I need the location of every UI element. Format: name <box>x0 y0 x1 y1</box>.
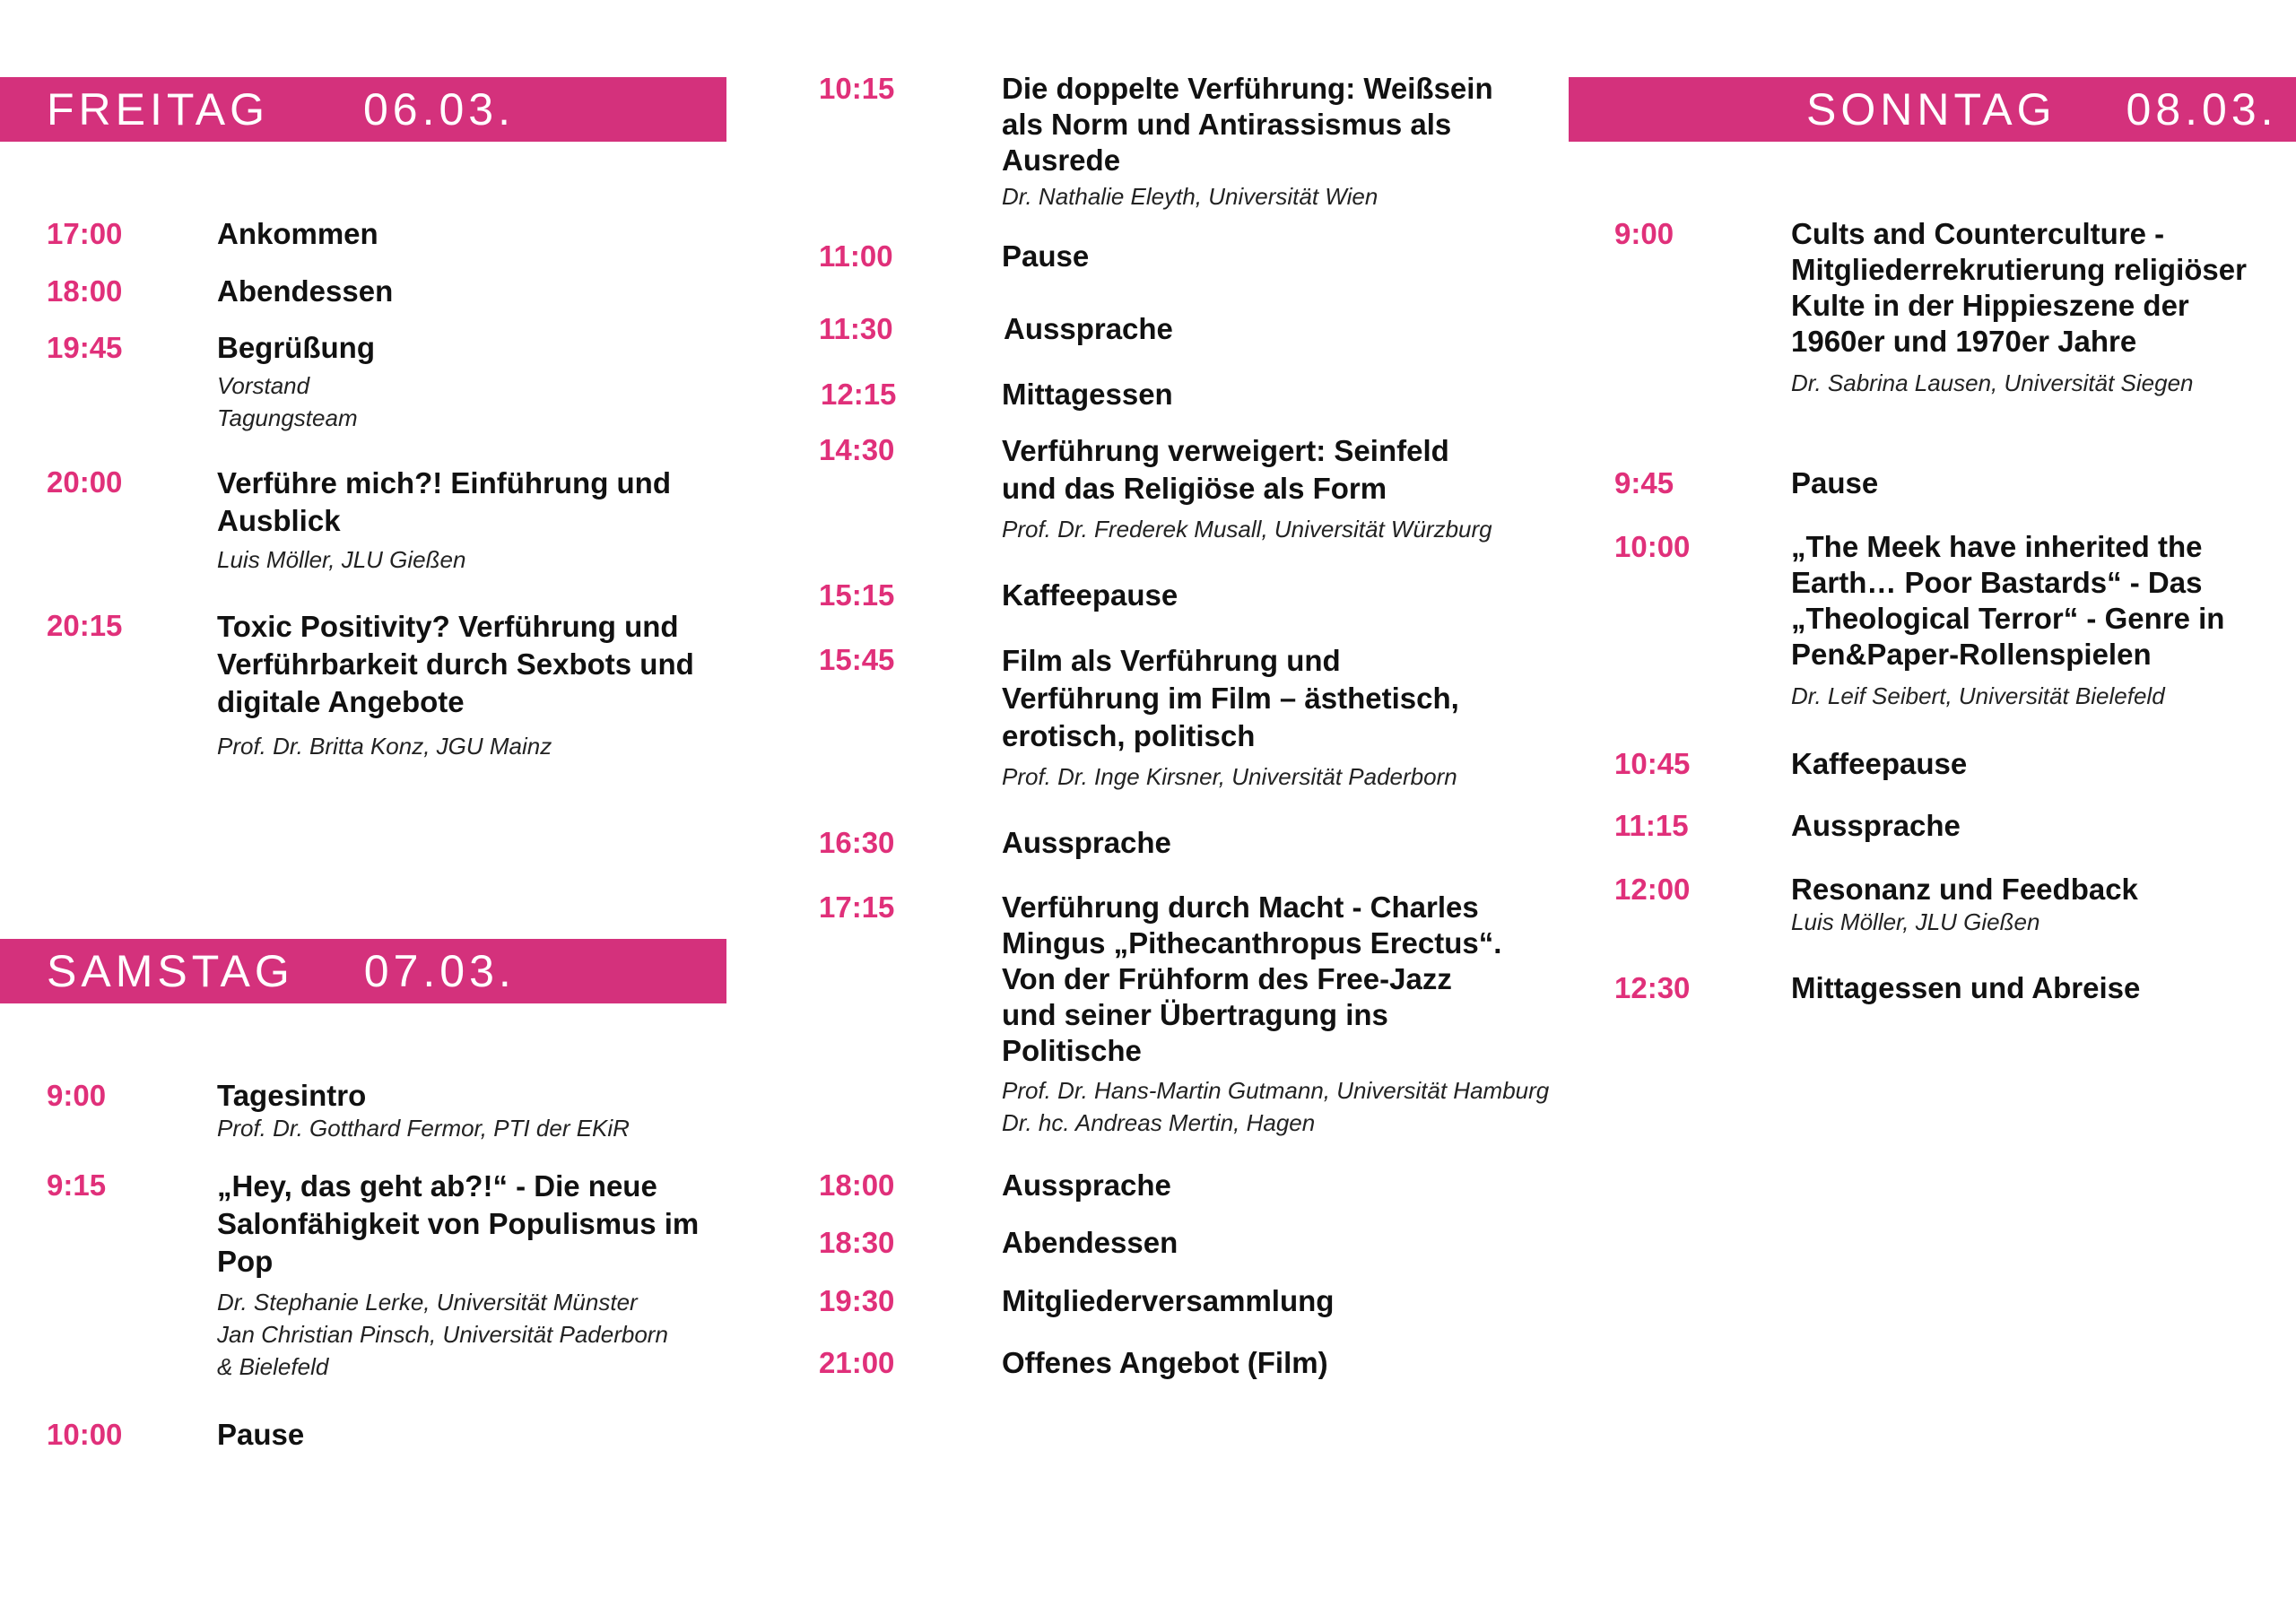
schedule-entry <box>819 1225 1504 1261</box>
sunday-date: 08.03. <box>2126 84 2278 135</box>
schedule-entry <box>819 1283 1504 1319</box>
entry-time: 15:45 <box>819 643 895 676</box>
entry-time: 10:00 <box>1614 530 1691 563</box>
schedule-entry <box>819 1345 1504 1381</box>
speaker: Dr. Nathalie Eleyth, Universität Wien <box>1002 183 1378 210</box>
schedule-entry <box>821 377 1504 413</box>
speaker: & Bielefeld <box>217 1353 329 1380</box>
entry-title: Ankommen <box>217 217 378 250</box>
entry-title: Resonanz und Feedback <box>1791 873 2138 906</box>
entry-title: Pause <box>1002 239 1090 273</box>
friday-day: FREITAG <box>47 84 269 135</box>
schedule-entry <box>1614 465 2257 501</box>
entry-time: 16:30 <box>819 826 895 859</box>
entry-title: Kaffeepause <box>1002 578 1178 612</box>
entry-time: 10:45 <box>1614 747 1691 780</box>
entry-speakers <box>1791 367 2257 399</box>
schedule-entry <box>819 890 1550 1139</box>
entry-time: 21:00 <box>819 1346 895 1379</box>
entry-title: Pause <box>217 1418 305 1451</box>
entry-time: 18:30 <box>819 1226 895 1259</box>
entry-speakers <box>1002 513 1504 545</box>
entry-title: Toxic Positivity? Verführung und Verführbarkeit durch Sexbots und digitale Angebote <box>217 610 694 718</box>
entry-time: 9:45 <box>1614 466 1674 499</box>
schedule-entry <box>1614 216 2257 399</box>
saturday-date: 07.03. <box>363 946 516 996</box>
entry-title: Offenes Angebot (Film) <box>1002 1346 1328 1379</box>
entry-title: Film als Verführung und Verführung im Film – ästhetisch, erotisch, politisch <box>1002 644 1459 752</box>
entry-speakers <box>1002 760 1504 793</box>
speaker: Jan Christian Pinsch, Universität Paderborn <box>217 1321 668 1348</box>
schedule-entry <box>819 578 1504 613</box>
saturday-day: SAMSTAG <box>47 946 294 996</box>
entry-speakers <box>217 543 719 576</box>
entry-title: Pause <box>1791 466 1879 499</box>
schedule-entry <box>819 825 1504 861</box>
entry-time: 11:15 <box>1614 809 1689 842</box>
entry-title: Aussprache <box>1791 809 1961 842</box>
schedule-entry <box>819 239 1504 274</box>
entry-title: Mitgliederversammlung <box>1002 1284 1335 1317</box>
entry-title: Cults and Counterculture - Mitgliederrekrutierung religiöser Kulte in der Hippieszene der 1960er und 1970er Jahre <box>1791 217 2247 358</box>
speaker: Dr. Stephanie Lerke, Universität Münster <box>217 1289 638 1316</box>
entry-speakers <box>217 1112 728 1144</box>
entry-title: „The Meek have inherited the Earth… Poor Bastards“ - Das „Theological Terror“ - Genre in Pen&Paper-Rollenspielen <box>1791 530 2225 671</box>
entry-speakers <box>1002 180 1504 213</box>
entry-time: 10:15 <box>819 72 895 105</box>
entry-time: 19:45 <box>47 331 123 364</box>
schedule-entry <box>47 1417 719 1453</box>
entry-time: 14:30 <box>819 433 895 466</box>
entry-title: Aussprache <box>1004 312 1173 345</box>
entry-time: 9:15 <box>47 1168 107 1202</box>
entry-title: Begrüßung <box>217 331 375 364</box>
speaker: Dr. Leif Seibert, Universität Bielefeld <box>1791 682 2165 709</box>
schedule-entry <box>1614 872 2257 938</box>
entry-time: 10:00 <box>47 1418 123 1451</box>
speaker: Tagungsteam <box>217 404 358 431</box>
schedule-entry <box>1614 808 2257 844</box>
speaker: Prof. Dr. Gotthard Fermor, PTI der EKiR <box>217 1115 630 1142</box>
entry-speakers <box>217 1286 728 1383</box>
entry-title: „Hey, das geht ab?!“ - Die neue Salonfähigkeit von Populismus im Pop <box>217 1169 700 1278</box>
schedule-entry <box>47 1078 728 1144</box>
speaker: Prof. Dr. Inge Kirsner, Universität Paderborn <box>1002 763 1457 790</box>
entry-speakers <box>1002 1074 1550 1139</box>
sunday-day: SONNTAG <box>1806 84 2057 135</box>
entry-time: 11:30 <box>819 312 893 345</box>
entry-title: Abendessen <box>217 274 394 308</box>
schedule-entry <box>819 71 1504 213</box>
schedule-entry <box>47 608 719 762</box>
entry-speakers <box>1791 906 2257 938</box>
entry-time: 17:15 <box>819 890 895 924</box>
entry-time: 12:15 <box>821 378 897 411</box>
schedule-entry <box>1614 746 2257 782</box>
schedule-entry <box>819 1168 1504 1203</box>
speaker: Vorstand <box>217 372 310 399</box>
friday-banner <box>0 77 726 142</box>
schedule-entry <box>819 311 1506 347</box>
speaker: Prof. Dr. Frederek Musall, Universität Würzburg <box>1002 516 1492 543</box>
entry-time: 15:15 <box>819 578 895 612</box>
entry-time: 9:00 <box>1614 217 1674 250</box>
speaker: Dr. hc. Andreas Mertin, Hagen <box>1002 1109 1316 1136</box>
speaker: Luis Möller, JLU Gießen <box>1791 908 2040 935</box>
schedule-entry <box>47 330 719 434</box>
friday-date: 06.03. <box>362 84 515 135</box>
entry-title: Verführe mich?! Einführung und Ausblick <box>217 466 671 537</box>
schedule-entry <box>47 216 719 252</box>
entry-time: 17:00 <box>47 217 123 250</box>
schedule-entry <box>1614 970 2257 1006</box>
entry-time: 20:00 <box>47 465 123 499</box>
schedule-entry <box>819 642 1504 793</box>
entry-title: Aussprache <box>1002 826 1171 859</box>
speaker: Dr. Sabrina Lausen, Universität Siegen <box>1791 369 2194 396</box>
entry-time: 12:00 <box>1614 873 1691 906</box>
schedule-entry <box>819 432 1504 545</box>
entry-title: Verführung verweigert: Seinfeld und das Religiöse als Form <box>1002 434 1449 505</box>
entry-time: 9:00 <box>47 1079 107 1112</box>
speaker: Prof. Dr. Hans-Martin Gutmann, Universität Hamburg <box>1002 1077 1550 1104</box>
entry-title: Verführung durch Macht - Charles Mingus „Pithecanthropus Erectus“. Von der Frühform des Free-Jazz und seiner Übertragung ins Politische <box>1002 890 1502 1067</box>
sunday-banner <box>1569 77 2296 142</box>
schedule-entry <box>1614 529 2266 712</box>
entry-time: 18:00 <box>47 274 123 308</box>
entry-time: 20:15 <box>47 609 123 642</box>
saturday-banner <box>0 939 726 1003</box>
entry-time: 18:00 <box>819 1168 895 1202</box>
speaker: Prof. Dr. Britta Konz, JGU Mainz <box>217 733 552 760</box>
entry-time: 12:30 <box>1614 971 1691 1004</box>
schedule-entry <box>47 465 719 576</box>
entry-title: Kaffeepause <box>1791 747 1968 780</box>
entry-speakers <box>1791 680 2266 712</box>
entry-speakers <box>217 369 719 434</box>
entry-title: Tagesintro <box>217 1079 367 1112</box>
schedule-entry <box>47 274 719 309</box>
entry-title: Mittagessen und Abreise <box>1791 971 2141 1004</box>
entry-title: Aussprache <box>1002 1168 1171 1202</box>
entry-title: Abendessen <box>1002 1226 1178 1259</box>
entry-time: 19:30 <box>819 1284 895 1317</box>
entry-speakers <box>217 730 719 762</box>
entry-time: 11:00 <box>819 239 893 273</box>
schedule-entry <box>47 1168 728 1383</box>
speaker: Luis Möller, JLU Gießen <box>217 546 466 573</box>
entry-title: Die doppelte Verführung: Weißsein als Norm und Antirassismus als Ausrede <box>1002 72 1493 177</box>
entry-title: Mittagessen <box>1002 378 1173 411</box>
